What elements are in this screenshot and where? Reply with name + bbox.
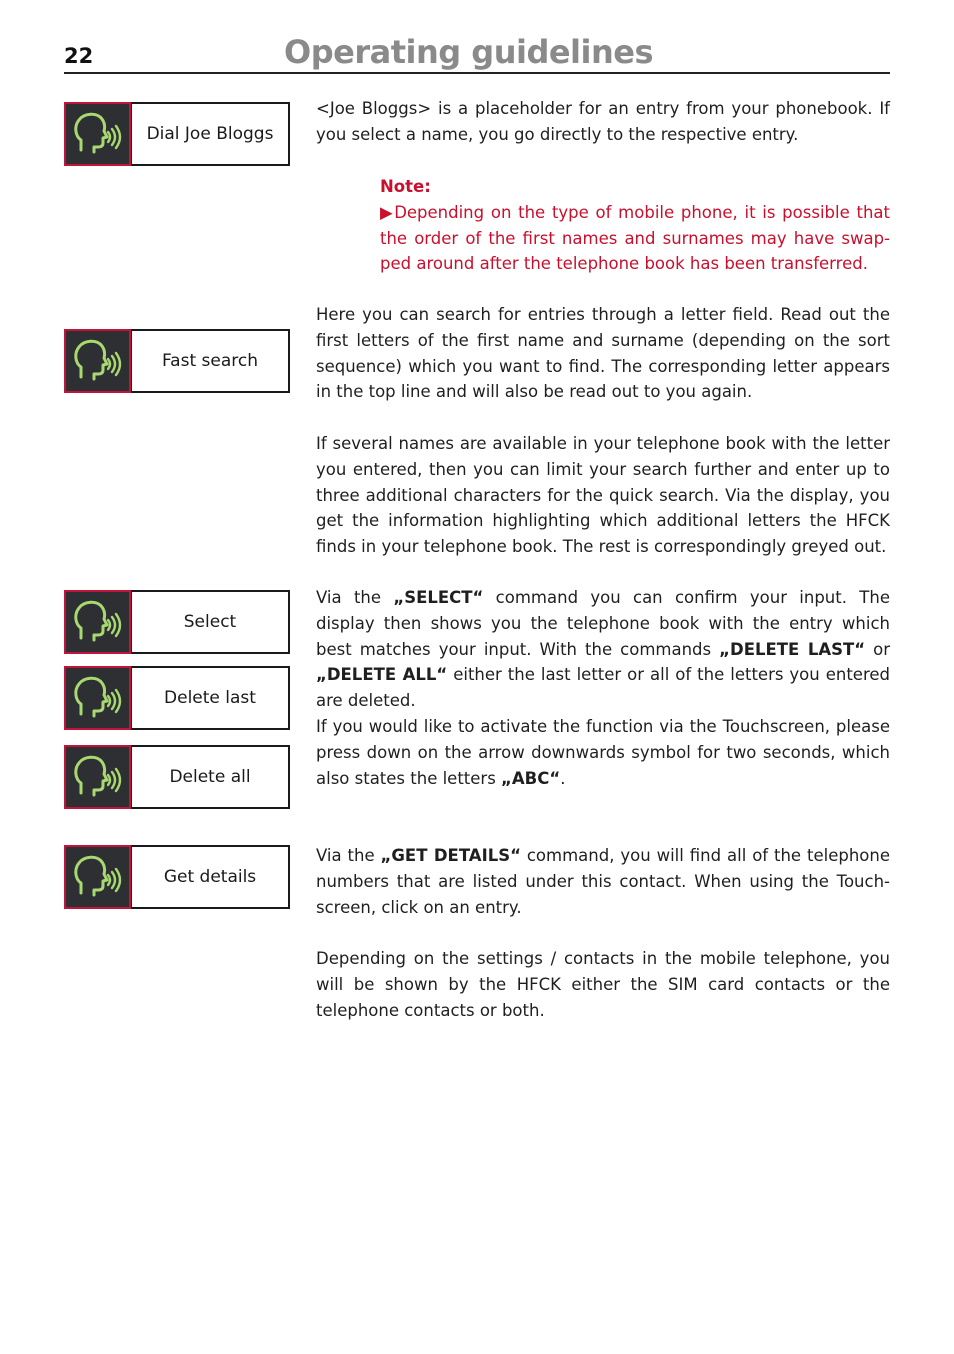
note-body: Depending on the type of mobile phone, it is possible that the order of the first names and surnames may have swap-ped around after the telephone book has been transferred. [380,202,890,274]
paragraph-limit-search: If several names are available in your telephone book with the letter you entered, then you can limit your search further and enter up to three additional characters for the quick search. Via the display, you get the information highlighting which additional letters the HFCK finds in your telephone book. The rest is correspondingly greyed out. [316,434,890,557]
command-label: Delete all [130,745,290,809]
paragraph-placeholder-info: <Joe Bloggs> is a placeholder for an entry from your phonebook. If you select a name, you go directly to the respective entry. [316,99,890,144]
voice-command-icon [64,590,131,654]
paragraph-select-delete: Via the „SELECT“ command you can confirm your input. The display then shows you the telephone book with the entry which best matches your input. With the commands „DELETE LAST“ or „DELETE ALL“ either the last letter or all of the letters you entered are deleted. [316,588,891,711]
note-bullet-icon: ▶ [380,202,395,222]
voice-command-icon [64,845,131,909]
voice-command-icon [64,745,131,809]
paragraph-contacts: Depending on the settings / contacts in the mobile telephone, you will be shown by the HFCK either the SIM card contacts or the telephone contacts or both. [316,949,890,1020]
command-get-details: „GET DETAILS“ [380,846,521,865]
voice-command-fast-search [64,329,290,393]
command-label: Select [130,590,290,654]
page-number: 22 [64,44,94,68]
paragraph-get-details: Via the „GET DETAILS“ command, you will find all of the telephone numbers that are listed under this contact. When using the Touch-screen, click on an entry. [316,846,890,917]
command-label: Dial Joe Bloggs [130,102,290,166]
note-box [380,174,890,277]
command-abc: „ABC“ [501,768,561,788]
voice-command-icon [64,329,131,393]
voice-command-dial-joe-bloggs [64,102,290,166]
command-label: Get details [130,845,290,909]
command-delete-last: „DELETE LAST“ [719,639,866,659]
voice-command-delete-all [64,745,290,809]
command-label: Delete last [130,666,290,730]
command-select: „SELECT“ [393,588,484,607]
paragraph-fast-search: Here you can search for entries through a letter field. Read out the first letters of the first name and surname (depending on the sort sequence) which you want to find. The corresponding letter appears in the top line and will also be read out to you again. [316,305,890,402]
voice-command-delete-last [64,666,290,730]
title-divider [64,72,890,74]
command-label: Fast search [130,329,290,393]
voice-command-icon [64,666,131,730]
note-title: Note: [380,177,431,196]
page-title: Operating guidelines [284,33,654,71]
command-delete-all: „DELETE ALL“ [316,665,448,685]
voice-command-select [64,590,290,654]
voice-command-icon [64,102,131,166]
paragraph-touchscreen: If you would like to activate the function via the Touchscreen, please press down on the arrow downwards symbol for two seconds, which also states the letters „ABC“. [316,717,890,788]
voice-command-get-details [64,845,290,909]
